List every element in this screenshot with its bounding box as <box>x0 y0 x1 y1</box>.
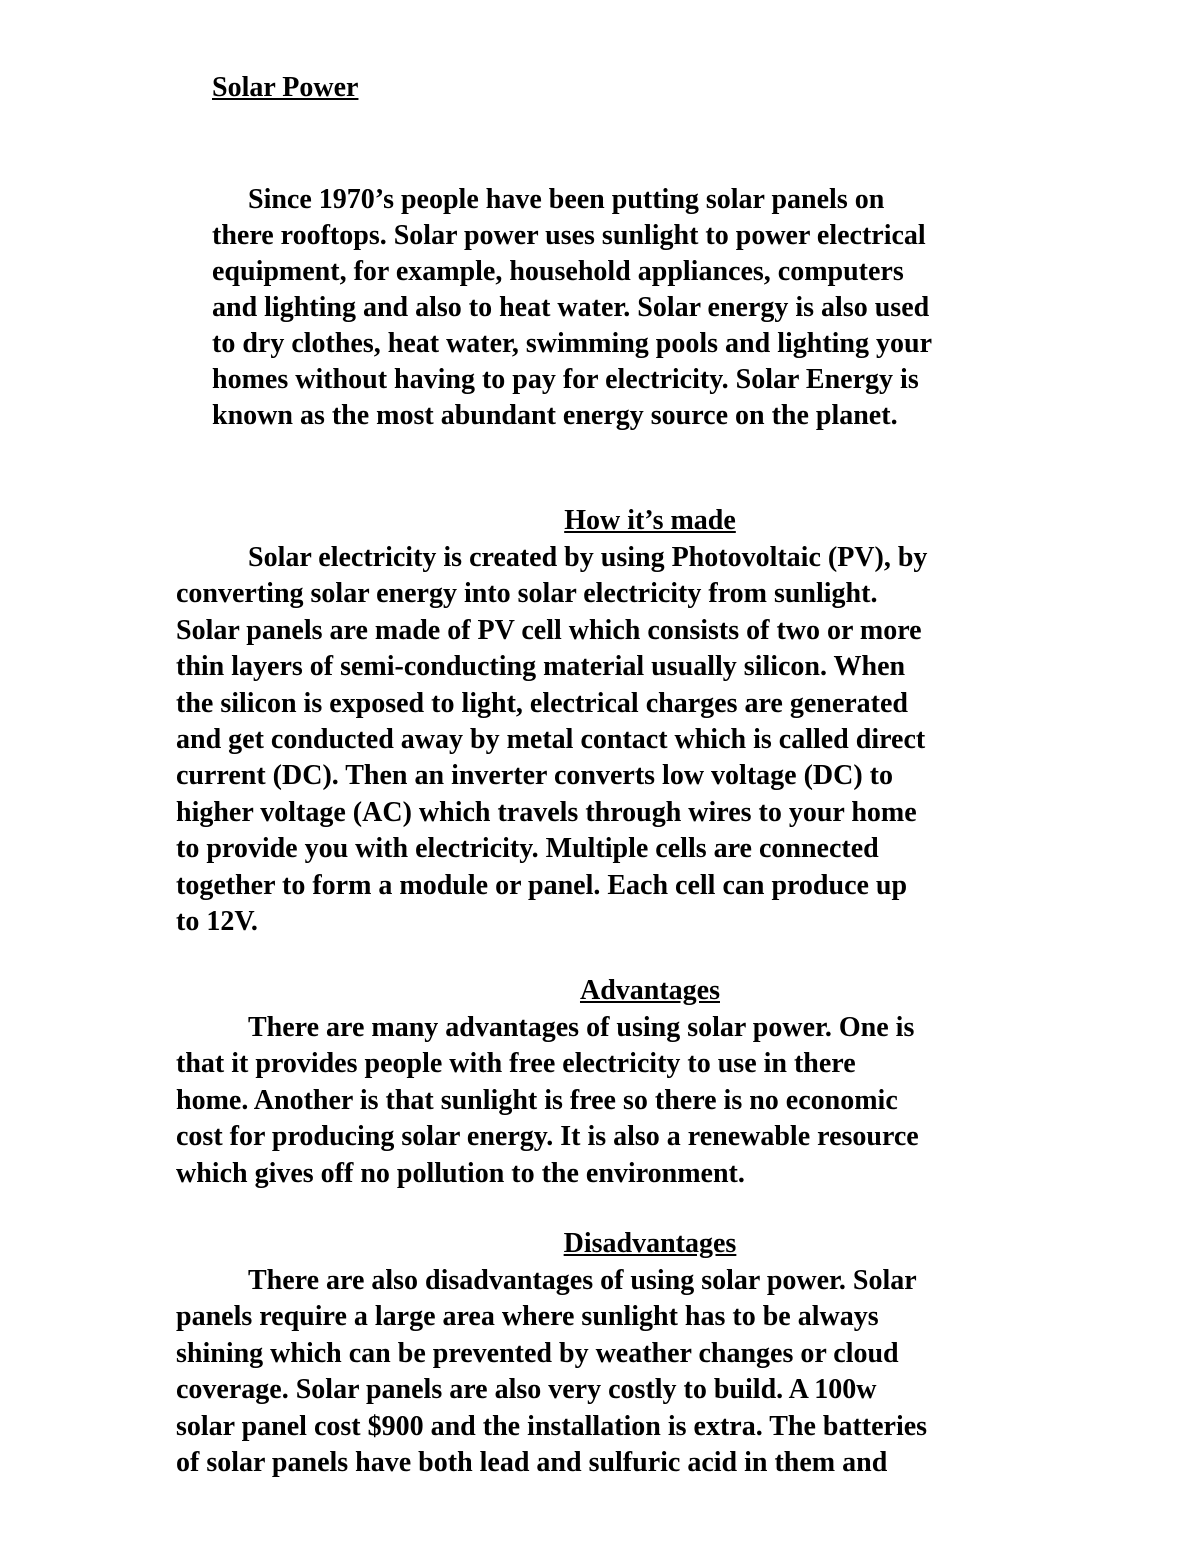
body-line: solar panel cost $900 and the installation is extra. The batteries <box>176 1410 928 1442</box>
body-line: higher voltage (AC) which travels through wires to your home <box>176 796 917 828</box>
intro-line: known as the most abundant energy source on the planet. <box>212 400 898 431</box>
body-line: and get conducted away by metal contact which is called direct <box>176 724 926 756</box>
body-line: shining which can be prevented by weather changes or cloud <box>176 1337 899 1369</box>
body-line: converting solar energy into solar electricity from sunlight. <box>176 578 878 610</box>
body-line: together to form a module or panel. Each cell can produce up <box>176 869 908 901</box>
body-line: cost for producing solar energy. It is also a renewable resource <box>176 1121 919 1153</box>
intro-line: and lighting and also to heat water. Solar energy is also used <box>212 292 930 323</box>
section-body-advantages <box>176 1010 1076 1192</box>
section-heading-advantages: Advantages <box>579 975 720 1006</box>
intro-line: homes without having to pay for electricity. Solar Energy is <box>212 364 919 395</box>
body-line: home. Another is that sunlight is free so there is no economic <box>176 1084 898 1116</box>
section-heading-disadvantages: Disadvantages <box>563 1228 737 1259</box>
body-line: Solar electricity is created by using Photovoltaic (PV), by <box>248 542 928 573</box>
body-line: which gives off no pollution to the environment. <box>176 1157 745 1189</box>
body-line: There are many advantages of using solar power. One is <box>248 1012 915 1043</box>
body-line: to provide you with electricity. Multiple cells are connected <box>176 833 879 865</box>
document-title: Solar Power <box>212 72 359 103</box>
intro-paragraph <box>212 182 1032 434</box>
intro-line: equipment, for example, household appliances, computers <box>212 256 904 287</box>
section-heading-how-its-made: How it’s made <box>564 505 736 536</box>
intro-line: to dry clothes, heat water, swimming pools and lighting your <box>212 328 933 359</box>
body-line: to 12V. <box>176 906 258 938</box>
intro-line: there rooftops. Solar power uses sunlight to power electrical <box>212 220 926 251</box>
body-line: There are also disadvantages of using solar power. Solar <box>248 1265 917 1296</box>
section-body-how-its-made <box>176 540 1076 940</box>
body-line: Solar panels are made of PV cell which consists of two or more <box>176 614 922 646</box>
section-body-disadvantages <box>176 1263 1076 1481</box>
body-line: coverage. Solar panels are also very costly to build. A 100w <box>176 1374 877 1406</box>
body-line: thin layers of semi-conducting material usually silicon. When <box>176 651 906 683</box>
body-line: panels require a large area where sunlight has to be always <box>176 1301 879 1333</box>
intro-line: Since 1970’s people have been putting solar panels on <box>248 184 885 215</box>
body-line: of solar panels have both lead and sulfuric acid in them and <box>176 1447 888 1479</box>
body-line: the silicon is exposed to light, electrical charges are generated <box>176 687 908 719</box>
body-line: that it provides people with free electricity to use in there <box>176 1048 856 1080</box>
body-line: current (DC). Then an inverter converts low voltage (DC) to <box>176 760 893 792</box>
